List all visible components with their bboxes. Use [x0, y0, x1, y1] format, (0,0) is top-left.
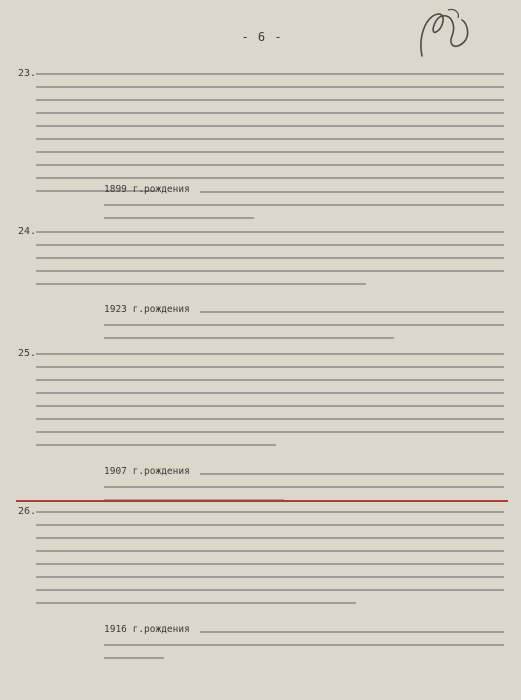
typed-text-line: [36, 511, 504, 513]
typed-text-line: [36, 231, 504, 233]
typed-text-line: [36, 151, 504, 153]
typed-text-line: [104, 657, 164, 659]
entry-number: 23.: [18, 68, 37, 79]
entry-number: 24.: [18, 226, 37, 237]
typed-text-line: [36, 73, 504, 75]
typed-text-line: [36, 550, 504, 552]
typed-text-line: [36, 270, 504, 272]
entry-number: 25.: [18, 348, 37, 359]
typed-text-line: [36, 537, 504, 539]
typed-text-line: [36, 244, 504, 246]
typed-text-line: [36, 589, 504, 591]
typed-text-line: [200, 631, 504, 633]
entry-number: 26.: [18, 506, 37, 517]
birth-line: 1907 г.рождения: [104, 466, 190, 477]
typed-text-line: [36, 418, 504, 420]
typed-text-line: [104, 644, 504, 646]
typed-text-line: [36, 431, 504, 433]
typed-text-line: [104, 337, 394, 339]
typed-text-line: [36, 379, 504, 381]
typed-text-line: [200, 311, 504, 313]
typed-text-line: [36, 576, 504, 578]
typed-text-line: [36, 405, 504, 407]
birth-line: 1916 г.рождения: [104, 624, 190, 635]
typed-text-line: [36, 257, 504, 259]
red-underline: [16, 500, 508, 502]
typed-text-line: [36, 444, 276, 446]
page-number: - 6 -: [241, 30, 283, 44]
typed-text-line: [36, 563, 504, 565]
handwritten-signature: [408, 6, 478, 62]
typed-text-line: [36, 164, 504, 166]
typed-text-line: [36, 283, 366, 285]
typed-text-line: [104, 217, 254, 219]
typed-text-line: [200, 191, 504, 193]
birth-line: 1899 г.рождения: [104, 184, 190, 195]
typed-text-line: [36, 112, 504, 114]
typed-text-line: [36, 86, 504, 88]
typed-text-line: [36, 392, 504, 394]
typed-text-line: [36, 125, 504, 127]
typed-text-line: [36, 353, 504, 355]
typed-text-line: [104, 486, 504, 488]
typed-text-line: [104, 324, 504, 326]
typed-text-line: [36, 602, 356, 604]
typed-text-line: [36, 138, 504, 140]
typed-text-line: [36, 177, 504, 179]
typed-text-line: [200, 473, 504, 475]
birth-line: 1923 г.рождения: [104, 304, 190, 315]
typed-text-line: [36, 366, 504, 368]
typed-text-line: [36, 99, 504, 101]
typed-text-line: [36, 524, 504, 526]
typed-text-line: [104, 204, 504, 206]
